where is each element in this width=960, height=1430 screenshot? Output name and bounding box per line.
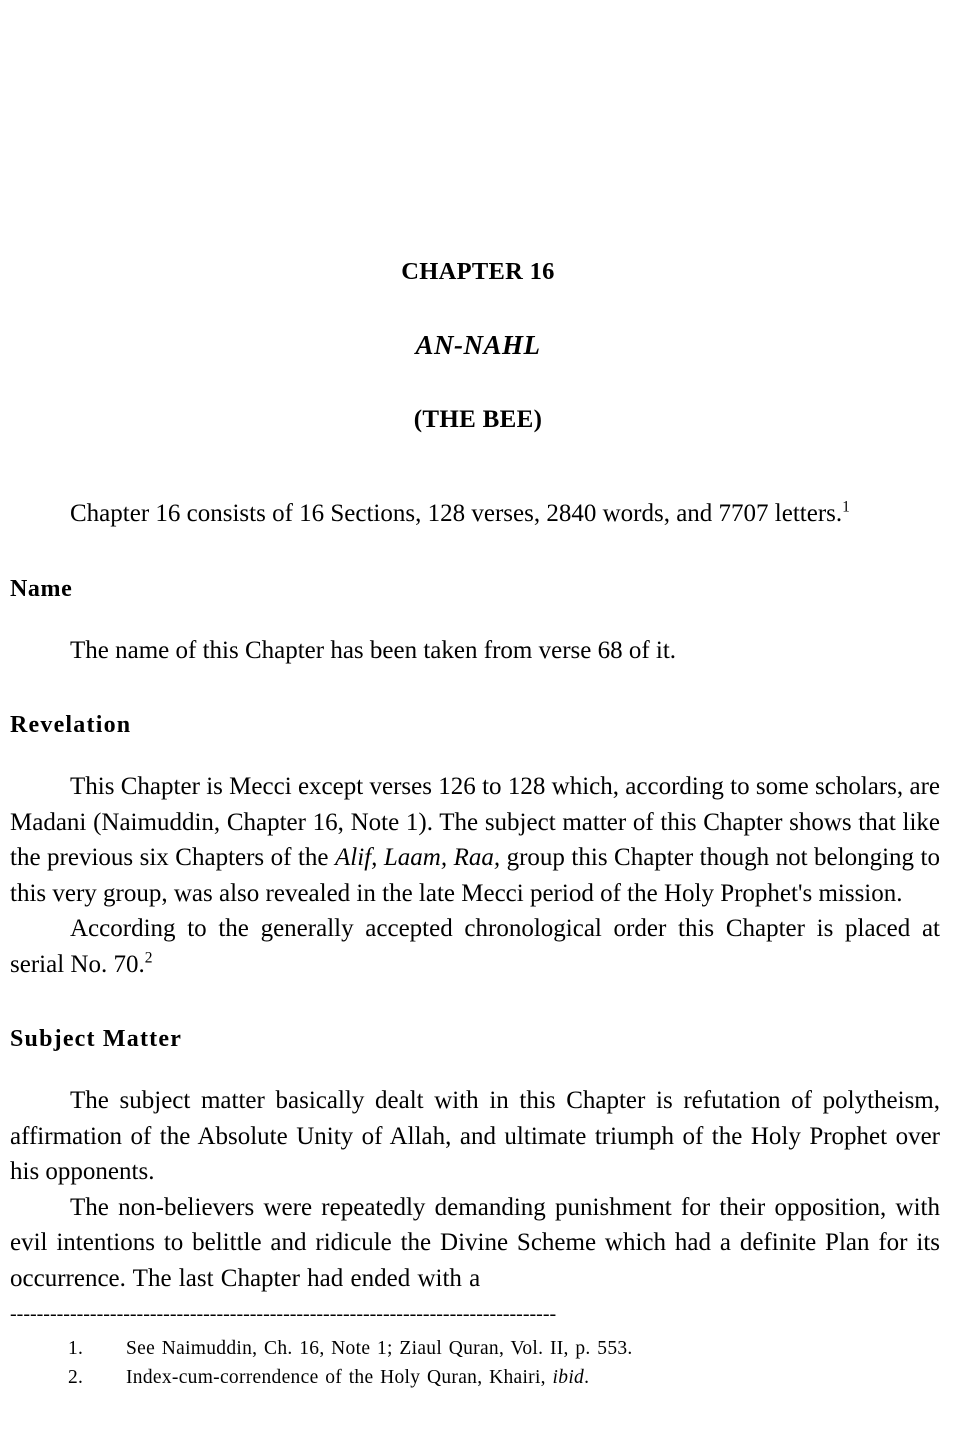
revelation-text-after: group this Chapter though not belonging to this very group, was also revealed in the late Mecci period of the Holy Prophet's mission.	[10, 844, 940, 907]
revelation-2-text: According to the generally accepted chronological order this Chapter is placed at serial No. 70.	[10, 915, 940, 978]
paragraph-name-1: The name of this Chapter has been taken from verse 68 of it.	[70, 636, 677, 664]
chapter-title: AN-NAHL	[415, 330, 541, 360]
paragraph-revelation-2	[6, 911, 950, 982]
top-margin	[6, 0, 950, 258]
footnote-item	[68, 1363, 950, 1392]
footnotes-area	[6, 1334, 950, 1393]
footnote-separator: ----------------------------------------------------------------------------------	[10, 1308, 557, 1325]
heading-name: Name	[10, 575, 73, 602]
footnote-text: See Naimuddin, Ch. 16, Note 1; Ziaul Quran, Vol. II, p. 553.	[126, 1338, 633, 1359]
footnote-text-after: .	[584, 1367, 590, 1389]
footnote-marker-1: 1	[842, 498, 850, 516]
footnote-marker-2: 2	[144, 949, 153, 967]
heading-revelation: Revelation	[10, 712, 132, 738]
intro-paragraph	[6, 496, 950, 532]
chapter-number: CHAPTER 16	[401, 258, 555, 285]
paragraph-subject-1: The subject matter basically dealt with in this Chapter is refutation of polytheism, affirmation of the Absolute Unity of Allah, and ultimate triumph of the Holy Prophet over his opponents.	[10, 1087, 940, 1185]
heading-subject-matter: Subject Matter	[10, 1026, 183, 1052]
footnote-text	[126, 1363, 950, 1392]
footnote-number: 1.	[68, 1338, 84, 1359]
paragraph-subject-2: The non-believers were repeatedly demanding punishment for their opposition, with evil intentions to belittle and ridicule the Divine Scheme which had a definite Plan for its occurrence. The last Chapter had ended with a	[10, 1193, 940, 1292]
intro-text: Chapter 16 consists of 16 Sections, 128 verses, 2840 words, and 7707 letters.	[70, 500, 843, 527]
footnote-number: 2.	[68, 1367, 84, 1389]
revelation-italic-term: Alif, Laam, Raa,	[335, 844, 501, 871]
revelation-text-before: This Chapter is Mecci except verses 126 to 128 which, according to some scholars, are Madani (Naimuddin, Chapter 16, Note 1). The subject matter of this Chapter shows that like the previous six Chapters of the	[10, 773, 940, 871]
paragraph-revelation-1	[6, 769, 950, 911]
footnote-item	[68, 1334, 950, 1363]
chapter-subtitle: (THE BEE)	[413, 406, 543, 433]
footnote-text-before: Index-cum-correndence of the Holy Quran, Khairi,	[126, 1367, 553, 1389]
footnote-italic-term: ibid	[552, 1367, 585, 1389]
